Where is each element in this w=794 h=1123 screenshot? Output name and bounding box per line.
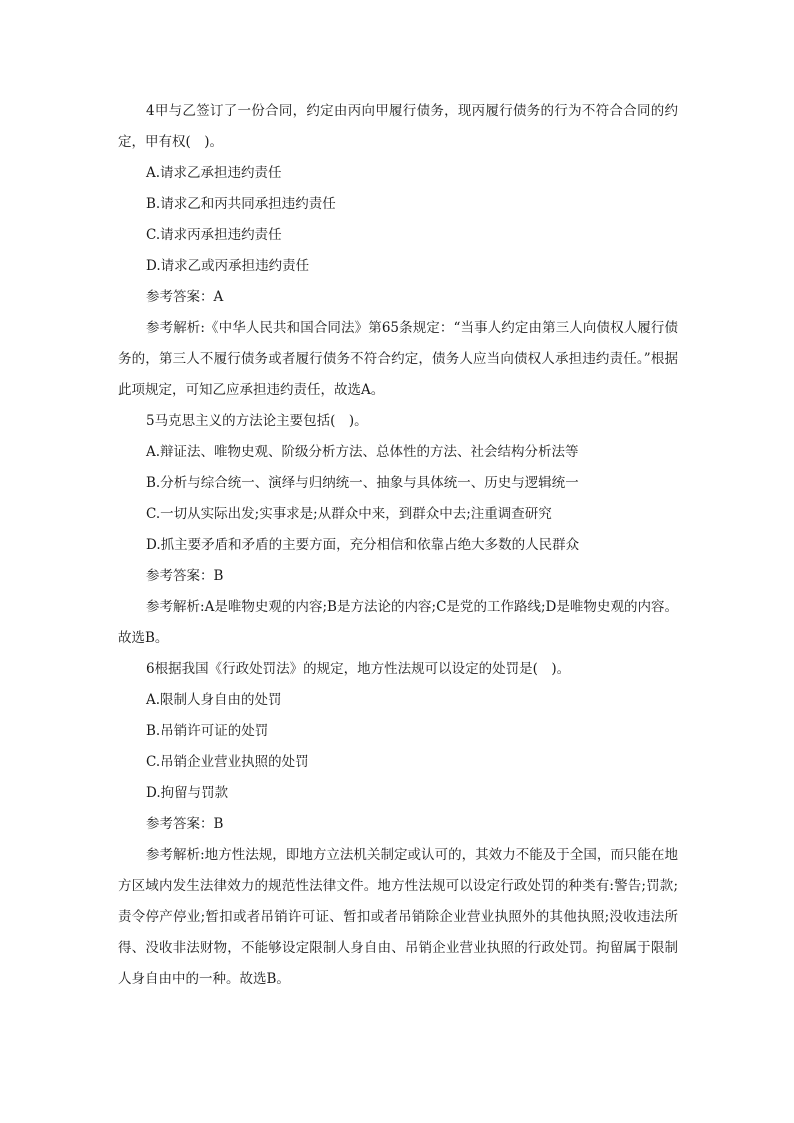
question-4 — [118, 96, 678, 406]
option-a: A.辩证法、唯物史观、阶级分析方法、总体性的方法、社会结构分析法等 — [146, 444, 579, 460]
question-list — [118, 96, 678, 995]
question-6 — [118, 654, 678, 995]
option-b: B.请求乙和丙共同承担违约责任 — [146, 196, 336, 212]
option-a: A.限制人身自由的处罚 — [146, 692, 282, 708]
analysis: 参考解析:A是唯物史观的内容;B是方法论的内容;C是党的工作路线;D是唯物史观的内容。故选B。 — [118, 599, 678, 646]
answer: 参考答案：B — [146, 816, 224, 832]
option-d: D.抓主要矛盾和矛盾的主要方面，充分相信和依靠占绝大多数的人民群众 — [146, 537, 580, 553]
option-c: C.请求丙承担违约责任 — [146, 227, 282, 243]
option-b: B.吊销许可证的处罚 — [146, 723, 269, 739]
option-b: B.分析与综合统一、演绎与归纳统一、抽象与具体统一、历史与逻辑统一 — [146, 475, 579, 491]
option-d: D.拘留与罚款 — [146, 785, 229, 801]
question-stem: 5马克思主义的方法论主要包括( )。 — [146, 413, 368, 429]
analysis: 参考解析:地方性法规，即地方立法机关制定或认可的，其效力不能及于全国，而只能在地方区域内发生法律效力的规范性法律文件。地方性法规可以设定行政处罚的种类有:警告;罚款;责令停产停业;暂扣或者吊销许可证、暂扣或者吊销除企业营业执照外的其他执照;没收违法所得、没收非法财物，不能够设定限制人身自由、吊销企业营业执照的行政处罚。拘留属于限制人身自由中的一种。故选B。 — [118, 847, 678, 987]
question-5 — [118, 406, 678, 654]
option-c: C.一切从实际出发;实事求是;从群众中来，到群众中去;注重调查研究 — [146, 506, 552, 522]
option-d: D.请求乙或丙承担违约责任 — [146, 258, 310, 274]
answer: 参考答案：B — [146, 568, 224, 584]
option-c: C.吊销企业营业执照的处罚 — [146, 754, 309, 770]
option-a: A.请求乙承担违约责任 — [146, 165, 282, 181]
question-stem: 6根据我国《行政处罚法》的规定，地方性法规可以设定的处罚是( )。 — [146, 661, 571, 677]
answer: 参考答案：A — [146, 289, 224, 305]
question-stem: 4甲与乙签订了一份合同，约定由丙向甲履行债务，现丙履行债务的行为不符合合同的约定，甲有权( )。 — [118, 103, 678, 150]
analysis: 参考解析:《中华人民共和国合同法》第65条规定：“当事人约定由第三人向债权人履行债务的，第三人不履行债务或者履行债务不符合约定，债务人应当向债权人承担违约责任。”根据此项规定，可知乙应承担违约责任，故选A。 — [118, 320, 678, 398]
